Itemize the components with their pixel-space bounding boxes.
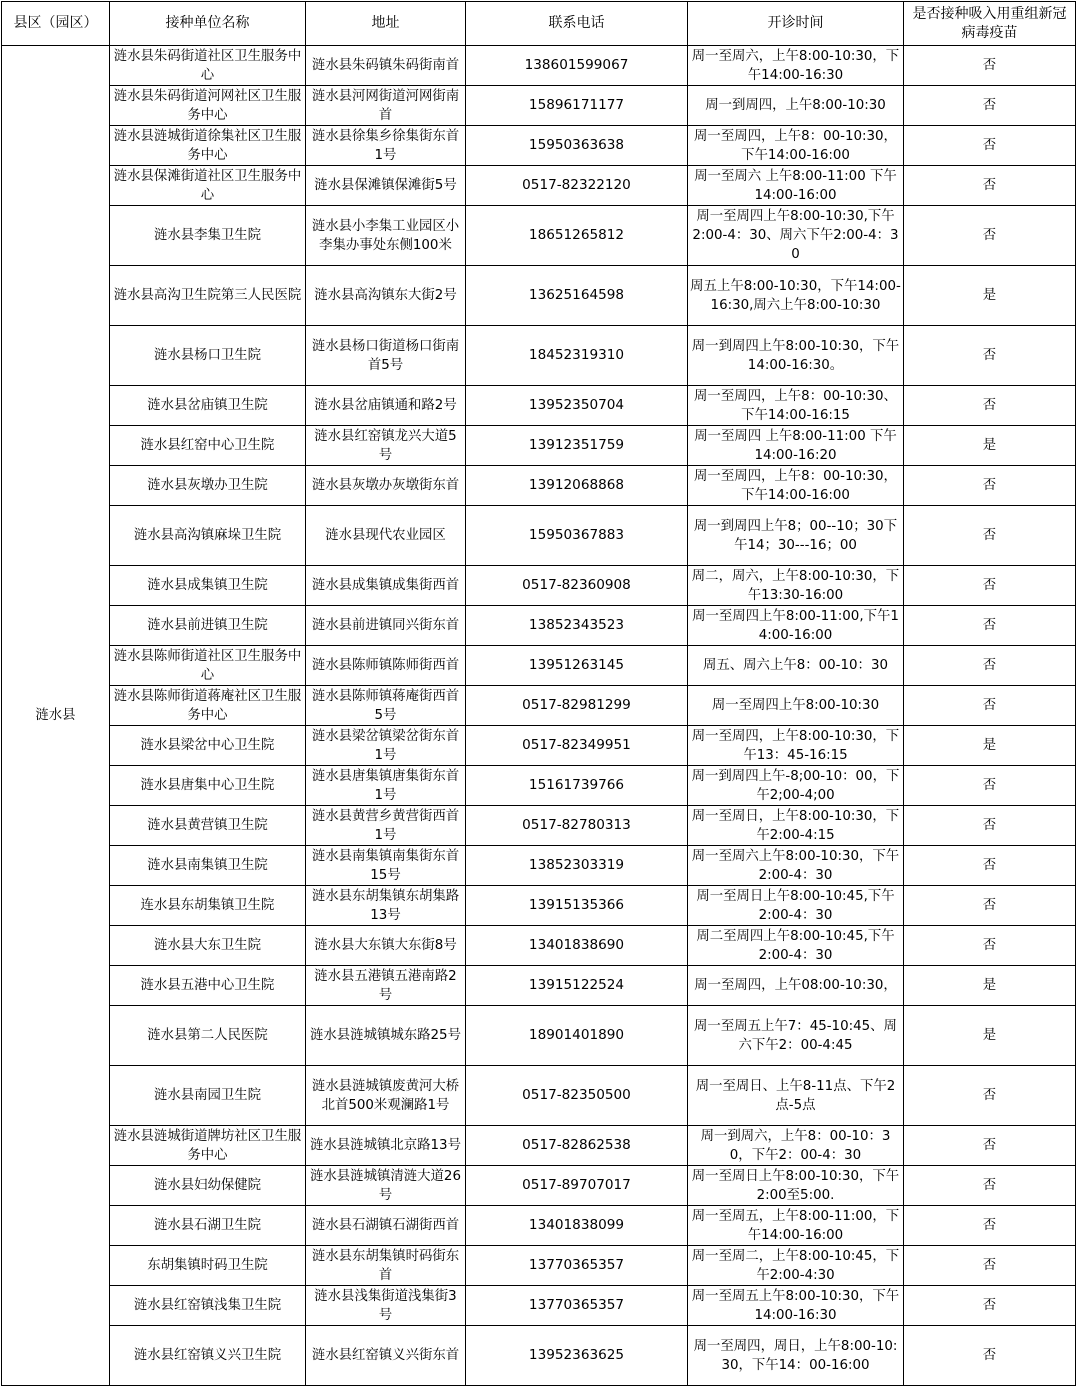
inhaled-vaccine-cell: 否 [904,926,1076,966]
inhaled-vaccine-cell: 否 [904,1166,1076,1206]
phone-cell: 138601599067 [466,46,688,86]
phone-cell: 13625164598 [466,266,688,326]
table-row [2,1246,1076,1286]
phone-cell: 13852343523 [466,606,688,646]
header-address: 地址 [306,2,466,46]
opening-hours-cell: 周一到周六，上午8：00-10：30，下午2：00-4：30 [688,1126,904,1166]
opening-hours-cell: 周一至周四上午8:00-11:00,下午14:00-16:00 [688,606,904,646]
inhaled-vaccine-cell: 否 [904,46,1076,86]
table-row [2,846,1076,886]
phone-cell: 18452319310 [466,326,688,386]
table-row [2,1166,1076,1206]
table-row [2,506,1076,566]
phone-cell: 13951263145 [466,646,688,686]
table-row [2,86,1076,126]
header-county: 县区（园区） [2,2,110,46]
header-row [2,2,1076,46]
phone-cell: 18651265812 [466,206,688,266]
address-cell: 涟水县陈师镇陈师街西首 [306,646,466,686]
table-row [2,966,1076,1006]
unit-name-cell: 涟水县灰墩办卫生院 [110,466,306,506]
unit-name-cell: 涟水县妇幼保健院 [110,1166,306,1206]
unit-name-cell: 涟水县唐集中心卫生院 [110,766,306,806]
address-cell: 涟水县五港镇五港南路2号 [306,966,466,1006]
table-row [2,1126,1076,1166]
opening-hours-cell: 周五上午8:00-10:30，下午14:00-16:30,周六上午8:00-10:30 [688,266,904,326]
address-cell: 涟水县浅集街道浅集街3号 [306,1286,466,1326]
opening-hours-cell: 周一到周四上午8；00--10；30下午14；30---16；00 [688,506,904,566]
address-cell: 涟水县大东镇大东街8号 [306,926,466,966]
phone-cell: 13401838690 [466,926,688,966]
phone-cell: 15161739766 [466,766,688,806]
phone-cell: 15950363638 [466,126,688,166]
unit-name-cell: 涟水县涟城街道牌坊社区卫生服务中心 [110,1126,306,1166]
address-cell: 涟水县小李集工业园区小李集办事处东侧100米 [306,206,466,266]
unit-name-cell: 涟水县前进镇卫生院 [110,606,306,646]
header-hours: 开诊时间 [688,2,904,46]
address-cell: 涟水县红窑镇义兴街东首 [306,1326,466,1386]
address-cell: 涟水县保滩镇保滩街5号 [306,166,466,206]
inhaled-vaccine-cell: 是 [904,266,1076,326]
unit-name-cell: 涟水县涟城街道徐集社区卫生服务中心 [110,126,306,166]
opening-hours-cell: 周一至周六上午8:00-10:30，下午2:00-4：30 [688,846,904,886]
phone-cell: 0517-82981299 [466,686,688,726]
inhaled-vaccine-cell: 否 [904,166,1076,206]
county-cell: 涟水县 [2,46,110,1386]
unit-name-cell: 涟水县成集镇卫生院 [110,566,306,606]
inhaled-vaccine-cell: 是 [904,426,1076,466]
table-row [2,466,1076,506]
unit-name-cell: 涟水县南园卫生院 [110,1066,306,1126]
address-cell: 涟水县朱码镇朱码街南首 [306,46,466,86]
unit-name-cell: 涟水县高沟卫生院第三人民医院 [110,266,306,326]
inhaled-vaccine-cell: 否 [904,1326,1076,1386]
table-row [2,126,1076,166]
phone-cell: 13915135366 [466,886,688,926]
inhaled-vaccine-cell: 否 [904,566,1076,606]
phone-cell: 13852303319 [466,846,688,886]
inhaled-vaccine-cell: 否 [904,326,1076,386]
table-row [2,266,1076,326]
unit-name-cell: 涟水县杨口卫生院 [110,326,306,386]
unit-name-cell: 涟水县大东卫生院 [110,926,306,966]
phone-cell: 0517-82862538 [466,1126,688,1166]
address-cell: 涟水县东胡集镇时码街东首 [306,1246,466,1286]
table-row [2,206,1076,266]
phone-cell: 13952350704 [466,386,688,426]
unit-name-cell: 涟水县红窑镇浅集卫生院 [110,1286,306,1326]
inhaled-vaccine-cell: 否 [904,506,1076,566]
opening-hours-cell: 周一至周二，上午8:00-10:45，下午2:00-4:30 [688,1246,904,1286]
phone-cell: 0517-82780313 [466,806,688,846]
unit-name-cell: 涟水县五港中心卫生院 [110,966,306,1006]
unit-name-cell: 涟水县高沟镇麻垛卫生院 [110,506,306,566]
opening-hours-cell: 周一至周四 上午8:00-11:00 下午14:00-16:20 [688,426,904,466]
header-unit: 接种单位名称 [110,2,306,46]
unit-name-cell: 涟水县石湖卫生院 [110,1206,306,1246]
unit-name-cell: 涟水县陈师街道社区卫生服务中心 [110,646,306,686]
opening-hours-cell: 周一到周四上午8:00-10:30，下午14:00-16:30。 [688,326,904,386]
address-cell: 涟水县岔庙镇通和路2号 [306,386,466,426]
address-cell: 涟水县成集镇成集街西首 [306,566,466,606]
inhaled-vaccine-cell: 否 [904,126,1076,166]
unit-name-cell: 涟水县保滩街道社区卫生服务中心 [110,166,306,206]
inhaled-vaccine-cell: 否 [904,886,1076,926]
table-row [2,606,1076,646]
address-cell: 涟水县涟城镇废黄河大桥北首500米观澜路1号 [306,1066,466,1126]
inhaled-vaccine-cell: 是 [904,726,1076,766]
inhaled-vaccine-cell: 否 [904,846,1076,886]
table-row [2,166,1076,206]
unit-name-cell: 涟水县红窑镇义兴卫生院 [110,1326,306,1386]
table-row [2,886,1076,926]
address-cell: 涟水县石湖镇石湖街西首 [306,1206,466,1246]
inhaled-vaccine-cell: 否 [904,1126,1076,1166]
phone-cell: 13912351759 [466,426,688,466]
opening-hours-cell: 周一至周六，上午8:00-10:30，下午14:00-16:30 [688,46,904,86]
address-cell: 涟水县南集镇南集街东首15号 [306,846,466,886]
unit-name-cell: 涟水县红窑中心卫生院 [110,426,306,466]
opening-hours-cell: 周一至周日、上午8-11点、下午2点-5点 [688,1066,904,1126]
inhaled-vaccine-cell: 否 [904,1246,1076,1286]
opening-hours-cell: 周一到周四上午-8;00-10：00，下午2;00-4;00 [688,766,904,806]
table-row [2,1066,1076,1126]
phone-cell: 0517-82322120 [466,166,688,206]
opening-hours-cell: 周一至周四，上午08:00-10:30， [688,966,904,1006]
table-row [2,326,1076,386]
table-row [2,1206,1076,1246]
header-inhaled: 是否接种吸入用重组新冠病毒疫苗 [904,2,1076,46]
phone-cell: 15950367883 [466,506,688,566]
phone-cell: 13401838099 [466,1206,688,1246]
address-cell: 涟水县灰墩办灰墩街东首 [306,466,466,506]
address-cell: 涟水县黄营乡黄营街西首1号 [306,806,466,846]
vaccination-sites-table [1,1,1076,1386]
address-cell: 涟水县涟城镇北京路13号 [306,1126,466,1166]
phone-cell: 0517-82360908 [466,566,688,606]
table-row [2,566,1076,606]
table-row [2,806,1076,846]
opening-hours-cell: 周五、周六上午8：00-10：30 [688,646,904,686]
address-cell: 涟水县唐集镇唐集街东首1号 [306,766,466,806]
address-cell: 涟水县东胡集镇东胡集路13号 [306,886,466,926]
inhaled-vaccine-cell: 否 [904,1066,1076,1126]
opening-hours-cell: 周一至周四上午8:00-10:30,下午2:00-4：30、周六下午2:00-4：30 [688,206,904,266]
table-row [2,426,1076,466]
inhaled-vaccine-cell: 是 [904,966,1076,1006]
phone-cell: 13915122524 [466,966,688,1006]
opening-hours-cell: 周一到周四，上午8:00-10:30 [688,86,904,126]
table-row [2,1006,1076,1066]
phone-cell: 0517-89707017 [466,1166,688,1206]
table-row [2,646,1076,686]
table-row [2,1286,1076,1326]
address-cell: 涟水县红窑镇龙兴大道5号 [306,426,466,466]
phone-cell: 13912068868 [466,466,688,506]
phone-cell: 0517-82350500 [466,1066,688,1126]
address-cell: 涟水县涟城镇清涟大道26号 [306,1166,466,1206]
table-row [2,766,1076,806]
phone-cell: 18901401890 [466,1006,688,1066]
inhaled-vaccine-cell: 否 [904,1286,1076,1326]
inhaled-vaccine-cell: 否 [904,766,1076,806]
opening-hours-cell: 周一至周五上午8:00-10:30，下午14:00-16:30 [688,1286,904,1326]
table-row [2,686,1076,726]
table-row [2,386,1076,426]
opening-hours-cell: 周二至周四上午8:00-10:45,下午2:00-4：30 [688,926,904,966]
inhaled-vaccine-cell: 否 [904,386,1076,426]
inhaled-vaccine-cell: 否 [904,206,1076,266]
phone-cell: 0517-82349951 [466,726,688,766]
phone-cell: 13770365357 [466,1286,688,1326]
inhaled-vaccine-cell: 否 [904,1206,1076,1246]
opening-hours-cell: 周一至周日上午8:00-10:45,下午2:00-4：30 [688,886,904,926]
unit-name-cell: 连水县东胡集镇卫生院 [110,886,306,926]
inhaled-vaccine-cell: 否 [904,686,1076,726]
address-cell: 涟水县高沟镇东大街2号 [306,266,466,326]
address-cell: 涟水县河网街道河网街南首 [306,86,466,126]
address-cell: 涟水县梁岔镇梁岔街东首1号 [306,726,466,766]
unit-name-cell: 涟水县陈师街道蒋庵社区卫生服务中心 [110,686,306,726]
opening-hours-cell: 周一至周日，上午8:00-10:30，下午2:00-4:15 [688,806,904,846]
unit-name-cell: 涟水县李集卫生院 [110,206,306,266]
inhaled-vaccine-cell: 否 [904,86,1076,126]
phone-cell: 13952363625 [466,1326,688,1386]
opening-hours-cell: 周一至周四，上午8：00-10:30、下午14:00-16:15 [688,386,904,426]
opening-hours-cell: 周一至周四，上午8：00-10:30，下午14:00-16:00 [688,126,904,166]
address-cell: 涟水县陈师镇蒋庵街西首5号 [306,686,466,726]
opening-hours-cell: 周一至周五上午7：45-10:45、周六下午2：00-4:45 [688,1006,904,1066]
unit-name-cell: 涟水县第二人民医院 [110,1006,306,1066]
address-cell: 涟水县涟城镇城东路25号 [306,1006,466,1066]
inhaled-vaccine-cell: 否 [904,646,1076,686]
phone-cell: 15896171177 [466,86,688,126]
table-row [2,926,1076,966]
inhaled-vaccine-cell: 否 [904,606,1076,646]
table-row [2,726,1076,766]
opening-hours-cell: 周一至周六 上午8:00-11:00 下午14:00-16:00 [688,166,904,206]
table-row [2,1326,1076,1386]
unit-name-cell: 涟水县岔庙镇卫生院 [110,386,306,426]
header-phone: 联系电话 [466,2,688,46]
address-cell: 涟水县前进镇同兴街东首 [306,606,466,646]
address-cell: 涟水县杨口街道杨口街南首5号 [306,326,466,386]
opening-hours-cell: 周一至周四，上午8：00-10:30，下午14:00-16:00 [688,466,904,506]
address-cell: 涟水县现代农业园区 [306,506,466,566]
address-cell: 涟水县徐集乡徐集街东首1号 [306,126,466,166]
opening-hours-cell: 周一至周日上午8:00-10:30，下午2:00至5:00. [688,1166,904,1206]
opening-hours-cell: 周二，周六，上午8:00-10:30，下午13:30-16:00 [688,566,904,606]
unit-name-cell: 涟水县南集镇卫生院 [110,846,306,886]
unit-name-cell: 涟水县梁岔中心卫生院 [110,726,306,766]
unit-name-cell: 涟水县黄营镇卫生院 [110,806,306,846]
opening-hours-cell: 周一至周四上午8:00-10:30 [688,686,904,726]
unit-name-cell: 东胡集镇时码卫生院 [110,1246,306,1286]
opening-hours-cell: 周一至周五，上午8:00-11:00，下午14:00-16:00 [688,1206,904,1246]
unit-name-cell: 涟水县朱码街道河网社区卫生服务中心 [110,86,306,126]
table-row [2,46,1076,86]
phone-cell: 13770365357 [466,1246,688,1286]
inhaled-vaccine-cell: 否 [904,806,1076,846]
opening-hours-cell: 周一至周四，周日，上午8:00-10:30，下午14：00-16:00 [688,1326,904,1386]
inhaled-vaccine-cell: 否 [904,466,1076,506]
opening-hours-cell: 周一至周四，上午8:00-10:30，下午13：45-16:15 [688,726,904,766]
inhaled-vaccine-cell: 是 [904,1006,1076,1066]
unit-name-cell: 涟水县朱码街道社区卫生服务中心 [110,46,306,86]
